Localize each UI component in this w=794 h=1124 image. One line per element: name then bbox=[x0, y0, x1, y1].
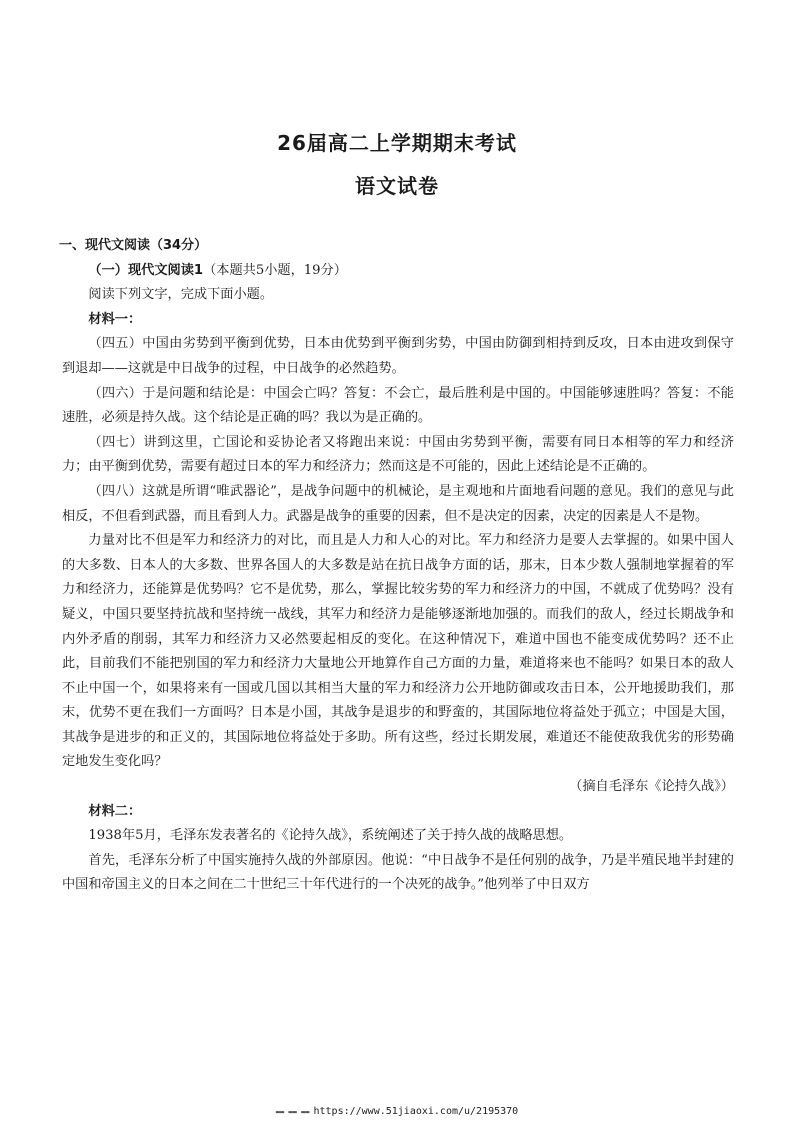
footer-url[interactable]: https://www.51jiaoxi.com/u/2195370 bbox=[313, 1106, 519, 1117]
paragraph-force-comparison: 力量对比不但是军力和经济力的对比，而且是人力和人心的对比。军力和经济力是要人去掌握的。如果中国人的大多数、日本人的大多数、世界各国人的大多数是站在抗日战争方面的话，那末，日本少数人强制地掌握着的军力和经济力，还能算是优势吗？它不是优势，那么，掌握比较劣势的军力和经济力的中国，不就成了优势吗？没有疑义，中国只要坚持抗战和坚持统一战线，其军力和经济力是能够逐渐地加强的。而我们的敌人，经过长期战争和内外矛盾的削弱，其军力和经济力又必然要起相反的变化。在这种情况下，难道中国也不能变成优势吗？还不止此，目前我们不能把别国的军力和经济力大量地公开地算作自己方面的力量，难道将来也不能吗？如果日本的敌人不止中国一个，如果将来有一国或几国以其相当大量的军力和经济力公开地防御或攻击日本，公开地援助我们，那末，优势不更在我们一方面吗？日本是小国，其战争是退步的和野蛮的，其国际地位将益处于孤立；中国是大国，其战争是进步的和正义的，其国际地位将益处于多助。所有这些，经过长期发展，难道还不能使敌我优劣的形势确定地发生变化吗？ bbox=[62, 533, 734, 770]
exam-subtitle: 语文试卷 bbox=[355, 174, 439, 198]
subsection-label: （一）现代文阅读1 bbox=[88, 262, 204, 278]
paragraph-47: （四七）讲到这里，亡国论和妥协论者又将跑出来说：中国由劣势到平衡，需要有同日本相等的军力和经济力；由平衡到优势，需要有超过日本的军力和经济力；然而这是不可能的，因此上述结论是不正确的。 bbox=[62, 434, 734, 475]
source-citation: （摘自毛泽东《论持久战》） bbox=[569, 779, 734, 795]
paragraph-46: （四六）于是问题和结论是：中国会亡吗？答复：不会亡，最后胜利是中国的。中国能够速胜吗？答复：不能速胜，必须是持久战。这个结论是正确的吗？我以为是正确的。 bbox=[62, 385, 734, 426]
footer-watermark bbox=[0, 1106, 794, 1117]
reading-instruction: 阅读下列文字，完成下面小题。 bbox=[88, 287, 274, 303]
subsection-heading bbox=[62, 259, 734, 284]
exam-content bbox=[59, 234, 734, 898]
watermark-glyphs-icon: ▬▬ ▬▬ ▬▬ bbox=[275, 1108, 310, 1116]
material-two-paragraph-2: 首先，毛泽东分析了中国实施持久战的外部原因。他说：“中日战争不是任何别的战争，乃是半殖民地半封建的中国和帝国主义的日本之间在二十世纪三十年代进行的一个决死的战争。”他列举了中日双方 bbox=[62, 852, 734, 893]
section-heading: 一、现代文阅读（34分） bbox=[59, 238, 208, 253]
subsection-note: （本题共5小题，19分） bbox=[203, 262, 347, 278]
paragraph-45: （四五）中国由劣势到平衡到优势，日本由优势到平衡到劣势，中国由防御到相持到反攻，日本由进攻到保守到退却——这就是中日战争的过程，中日战争的必然趋势。 bbox=[62, 336, 734, 376]
material-two-label: 材料二： bbox=[88, 803, 142, 819]
material-one-label: 材料一： bbox=[88, 311, 142, 327]
paragraph-48: （四八）这就是所谓“唯武器论”，是战争问题中的机械论，是主观地和片面地看问题的意见。我们的意见与此相反，不但看到武器，而且看到人力。武器是战争的重要的因素，但不是决定的因素，决定的因素是人不是物。 bbox=[62, 483, 734, 524]
exam-title: 26届高二上学期期末考试 bbox=[277, 131, 517, 155]
material-two-paragraph-1: 1938年5月，毛泽东发表著名的《论持久战》，系统阐述了关于持久战的战略思想。 bbox=[88, 828, 573, 844]
